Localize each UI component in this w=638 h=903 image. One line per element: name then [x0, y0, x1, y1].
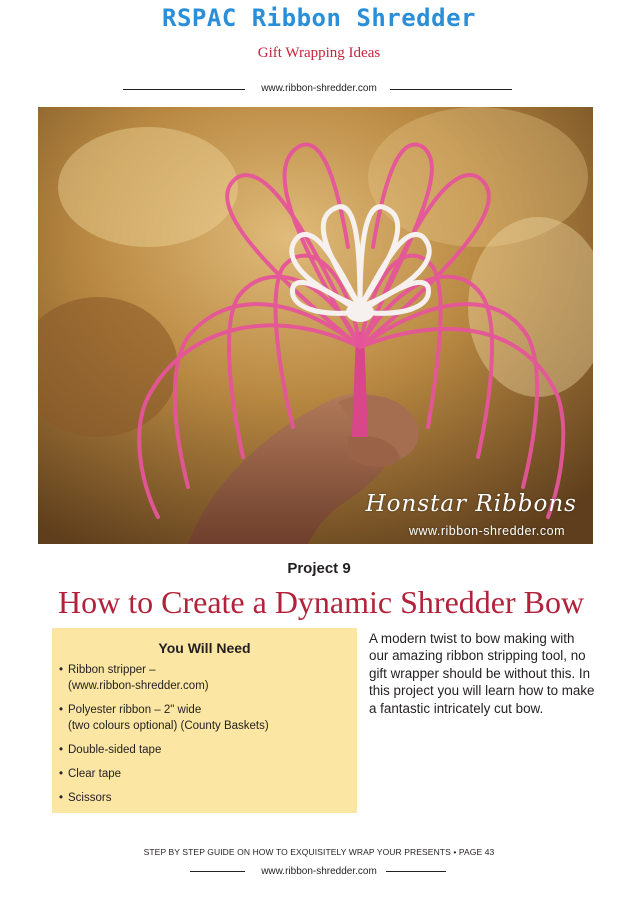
- footer-text: STEP BY STEP GUIDE ON HOW TO EXQUISITELY WRAP YOUR PRESENTS • PAGE 43: [143, 847, 495, 857]
- needs-item-subtext: (www.ribbon-shredder.com): [68, 680, 209, 692]
- brand-title: RSPAC Ribbon Shredder: [162, 4, 476, 32]
- photo-watermark-url: www.ribbon-shredder.com: [408, 524, 565, 538]
- list-item: [59, 742, 351, 758]
- you-will-need-box: [52, 628, 357, 813]
- photo-watermark: Honstar Ribbons: [365, 491, 577, 517]
- needs-item-text: Double-sided tape: [68, 744, 162, 756]
- needs-item-text: Clear tape: [68, 768, 122, 780]
- list-item: [59, 766, 351, 782]
- ribbon-bow-photo: [38, 107, 593, 544]
- list-item: [59, 702, 351, 734]
- list-item: [59, 662, 351, 694]
- needs-item-text: Polyester ribbon – 2" wide: [68, 704, 202, 716]
- intro-paragraph: A modern twist to bow making with our amazing ribbon stripping tool, no gift wrapper should be without this. In this project you will learn how to make a fantastic intricately cut bow.: [369, 631, 595, 716]
- needs-item-text: Ribbon stripper –: [68, 664, 156, 676]
- needs-item-text: Scissors: [68, 792, 112, 804]
- needs-item-subtext: (two colours optional) (County Baskets): [68, 720, 269, 732]
- footer-url: www.ribbon-shredder.com: [261, 866, 377, 877]
- photo-illustration: [38, 107, 593, 544]
- project-label: Project 9: [287, 560, 351, 577]
- brand-subtitle: Gift Wrapping Ideas: [257, 45, 381, 61]
- needs-list: [59, 662, 351, 814]
- needs-heading: You Will Need: [158, 640, 251, 656]
- list-item: [59, 790, 351, 806]
- project-title: How to Create a Dynamic Shredder Bow: [58, 584, 585, 620]
- header-url: www.ribbon-shredder.com: [261, 83, 377, 94]
